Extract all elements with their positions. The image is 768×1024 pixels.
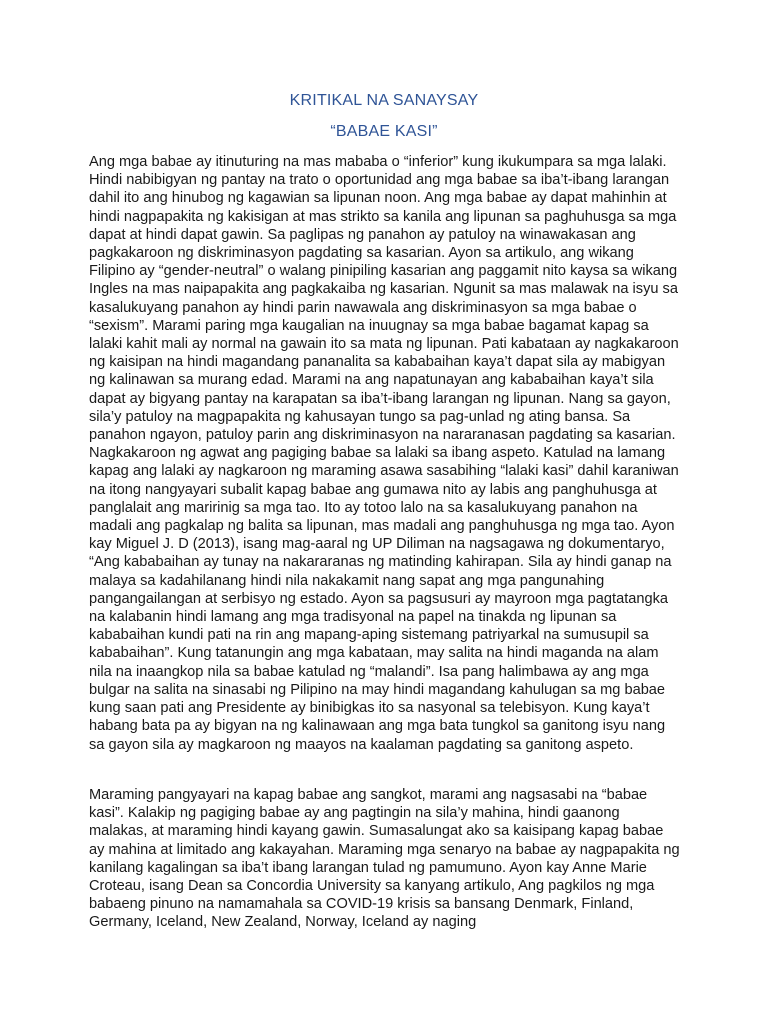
document-title: KRITIKAL NA SANAYSAY	[289, 92, 479, 109]
document-subtitle: “BABAE KASI”	[330, 123, 438, 140]
body-paragraph-1: Ang mga babae ay itinuturing na mas mababa o “inferior” kung ikukumpara sa mga lalaki. Hindi nabibigyan ng pantay na trato o oportunidad ang mga babae sa iba’t-ibang larangan dahil ito ang hinubog ng kagawian sa lipunan noon. Ang mga babae ay dapat mahinhin at hindi nagpapakita ng kakisigan at mas strikto sa kanila ang lipunan sa paghuhusga sa mga dapat at hindi dapat gawin. Sa paglipas ng panahon ay patuloy na winawakasan ang pagkakaroon ng diskriminasyon pagdating sa kasarian. Ayon sa artikulo, ang wikang Filipino ay “gender-neutral” o walang pinipiling kasarian ang paggamit nito kaysa sa wikang Ingles na mas naipapakita ang pagkakaiba ng kasarian. Ngunit sa mas malawak na isyu sa kasalukuyang panahon ay hindi parin nawawala ang diskriminasyon sa mga babae o “sexism”. Marami paring mga kaugalian na inuugnay sa mga babae bagamat kapag sa lalaki kahit mali ay normal na gawain ito sa mata ng lipunan. Pati kabataan ay nagkakaroon ng kaisipan na hindi magandang pananalita sa kababaihan kaya’t dapat sila ay mabigyan ng kalinawan sa murang edad. Marami na ang napatunayan ang kababaihan kaya’t sila dapat ay bigyang pantay na karapatan sa iba’t-ibang larangan ng lipunan. Nang sa gayon, sila’y patuloy na magpapakita ng kahusayan tungo sa pag-unlad ng ating bansa. Sa panahon ngayon, patuloy parin ang diskriminasyon na nararanasan pagdating sa kasarian. Nagkakaroon ng agwat ang pagiging babae sa lalaki sa ibang aspeto. Katulad na lamang kapag ang lalaki ay nagkaroon ng maraming asawa sasabihing “lalaki kasi” dahil karaniwan na itong nangyayari subalit kapag babae ang gumawa nito ay labis ang panghuhusga at panglalait ang maririnig sa mga tao. Ito ay totoo lalo na sa kasalukuyang panahon na madali ang pagkalap ng balita sa lipunan, mas madali ang panghuhusga ng mga tao. Ayon kay Miguel J. D (2013), isang mag-aaral ng UP Diliman na nagsagawa ng dokumentaryo, “Ang kababaihan ay tunay na nakararanas ng matinding kahirapan. Sila ay hindi ganap na malaya sa kadahilanang hindi nila nakakamit nang sapat ang mga pangunahing pangangailangan at serbisyo ng estado. Ayon sa pagsusuri ay mayroon mga pagtatangka na kalabanin hindi lamang ang mga tradisyonal na papel na tinakda ng lipunan sa kababaihan kundi pati na rin ang mapang-aping sistemang patriyarkal na sumusupil sa kababaihan”. Kung tatanungin ang mga kabataan, may salita na hindi maganda na alam nila na inaangkop nila sa babae katulad ng “malandi”. Isa pang halimbawa ay ang mga bulgar na salita na sinasabi ng Pilipino na may hindi magandang kahulugan sa mg babae kung saan pati ang Presidente ay binibigkas ito sa nasyonal sa telebisyon. Kung kaya’t habang bata pa ay bigyan na ng kalinawaan ang mga bata tungkol sa ganitong isyu nang sa gayon sila ay magkaroon ng maayos na kaalaman pagdating sa ganitong aspeto.	[89, 154, 679, 753]
body-paragraph-2: Maraming pangyayari na kapag babae ang sangkot, marami ang nagsasabi na “babae kasi”. Kalakip ng pagiging babae ay ang pagtingin na sila’y mahina, hindi gaanong malakas, at maraming hindi kayang gawin. Sumasalungat ako sa kaisipang kapag babae ay mahina at limitado ang kakayahan. Maraming mga senaryo na babae ay nagpapakita ng kanilang kagalingan sa iba’t ibang larangan tulad ng pamumuno. Ayon kay Anne Marie Croteau, isang Dean sa Concordia University sa kanyang artikulo, Ang pagkilos ng mga babaeng pinuno na namamahala sa COVID-19 krisis sa bansang Denmark, Finland, Germany, Iceland, New Zealand, Norway, Iceland ay naging	[89, 787, 680, 931]
